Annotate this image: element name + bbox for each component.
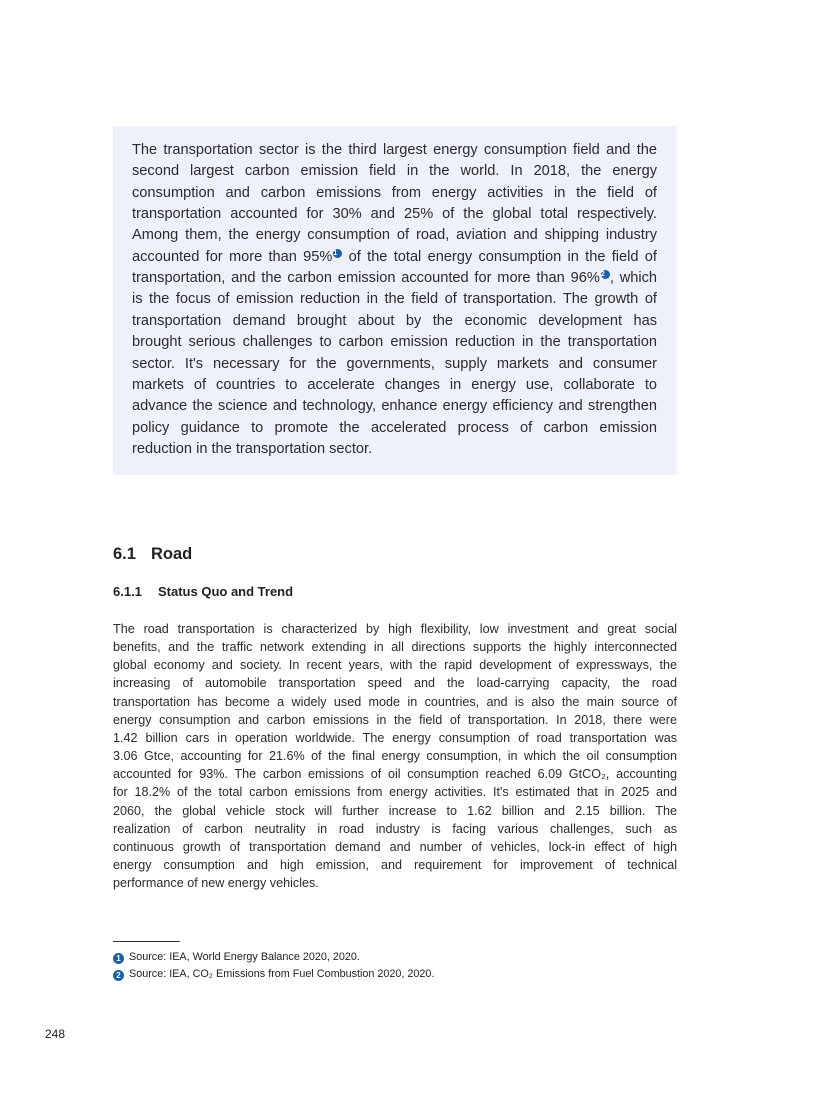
page-number: 248 [45,1027,66,1041]
footnote-2 [113,968,434,981]
body-text-line: transportation has become a widely used mode in countries, and is also the main source of [113,694,677,709]
intro-text-line: transportation demand brought about by the economic development has [132,312,657,329]
body-text-line: for 18.2% of the total carbon emissions from energy activities. It's estimated that in 2025 and [113,785,677,800]
intro-text-segment: accounted for more than 95% [132,248,333,265]
body-text-line: 2060, the global vehicle stock will further increase to 1.62 billion and 2.15 billion. The [113,803,677,818]
body-text-line: realization of carbon neutrality in road industry is facing various challenges, such as [113,821,677,836]
intro-text-line: advance the science and technology, enhance energy efficiency and strengthen [132,398,657,415]
intro-text-line [132,247,657,267]
body-text-line: increasing of automobile transportation speed and the load-carrying capacity, the road [113,676,677,691]
intro-text-segment: , which [609,270,658,287]
footnote-divider [113,941,180,942]
body-text-line: 3.06 Gtce, accounting for 21.6% of the final energy consumption, in which the oil consumption [113,749,677,764]
body-text-line: accounted for 93%. The carbon emissions of oil consumption reached 6.09 GtCO₂, accounting [113,767,677,782]
body-text-line: energy consumption and carbon emissions in the field of transportation. In 2018, there were [113,712,677,727]
intro-text-line: second largest carbon emission field in the world. In 2018, the energy [132,163,657,180]
intro-text-line: brought serious challenges to carbon emission reduction in the transportation [132,334,657,351]
body-text-line: global economy and society. In recent years, with the rapid development of expressways, the [113,658,677,673]
body-text-line: The road transportation is characterized by high flexibility, low investment and great social [113,622,677,636]
intro-text-line: is the focus of emission reduction in the field of transportation. The growth of [132,291,657,308]
subsection-heading [113,584,293,599]
footnote-marker-icon: 2 [113,970,124,981]
body-text-line: benefits, and the traffic network extending in all directions supports the highly interconnected [113,640,677,655]
body-text-line: performance of new energy vehicles. [113,876,319,891]
subsection-title: Status Quo and Trend [158,584,294,599]
intro-text-line: transportation accounted for 30% and 25% of the global total respectively. [132,206,657,223]
intro-text-line: reduction in the transportation sector. [132,440,373,457]
intro-text-line [132,268,657,288]
intro-text-line: Among them, the energy consumption of road, aviation and shipping industry [132,227,657,244]
footnote-marker-icon: 1 [113,953,124,964]
section-number: 6.1 [113,545,136,563]
intro-text-line: The transportation sector is the third largest energy consumption field and the [132,142,657,158]
footnote-ref-icon: 1 [333,249,342,258]
subsection-number: 6.1.1 [113,584,142,599]
body-text-line: continuous growth of transportation demand and number of vehicles, lock-in effect of high [113,839,677,854]
intro-text-line: sector. It's necessary for the governments, supply markets and consumer [132,355,657,372]
footnote-1 [113,951,360,964]
intro-text-line: markets of countries to accelerate changes in energy use, collaborate to [132,376,657,393]
footnote-ref-icon: 2 [601,270,610,279]
section-title: Road [151,545,193,563]
intro-text-line: policy guidance to promote the accelerated process of carbon emission [132,419,657,436]
section-heading [113,545,192,564]
intro-text-line: consumption and carbon emissions from energy activities in the field of [132,184,657,201]
footnote-text: Source: IEA, World Energy Balance 2020, 2020. [129,951,360,963]
intro-text-segment: transportation, and the carbon emission accounted for more than 96% [132,270,600,287]
body-text-line: 1.42 billion cars in operation worldwide. The energy consumption of road transportation was [113,730,677,745]
footnote-text: Source: IEA, CO₂ Emissions from Fuel Combustion 2020, 2020. [129,968,435,980]
intro-text-segment: of the total energy consumption in the field of [342,248,657,265]
body-text-line: energy consumption and high emission, and requirement for improvement of technical [113,857,677,872]
